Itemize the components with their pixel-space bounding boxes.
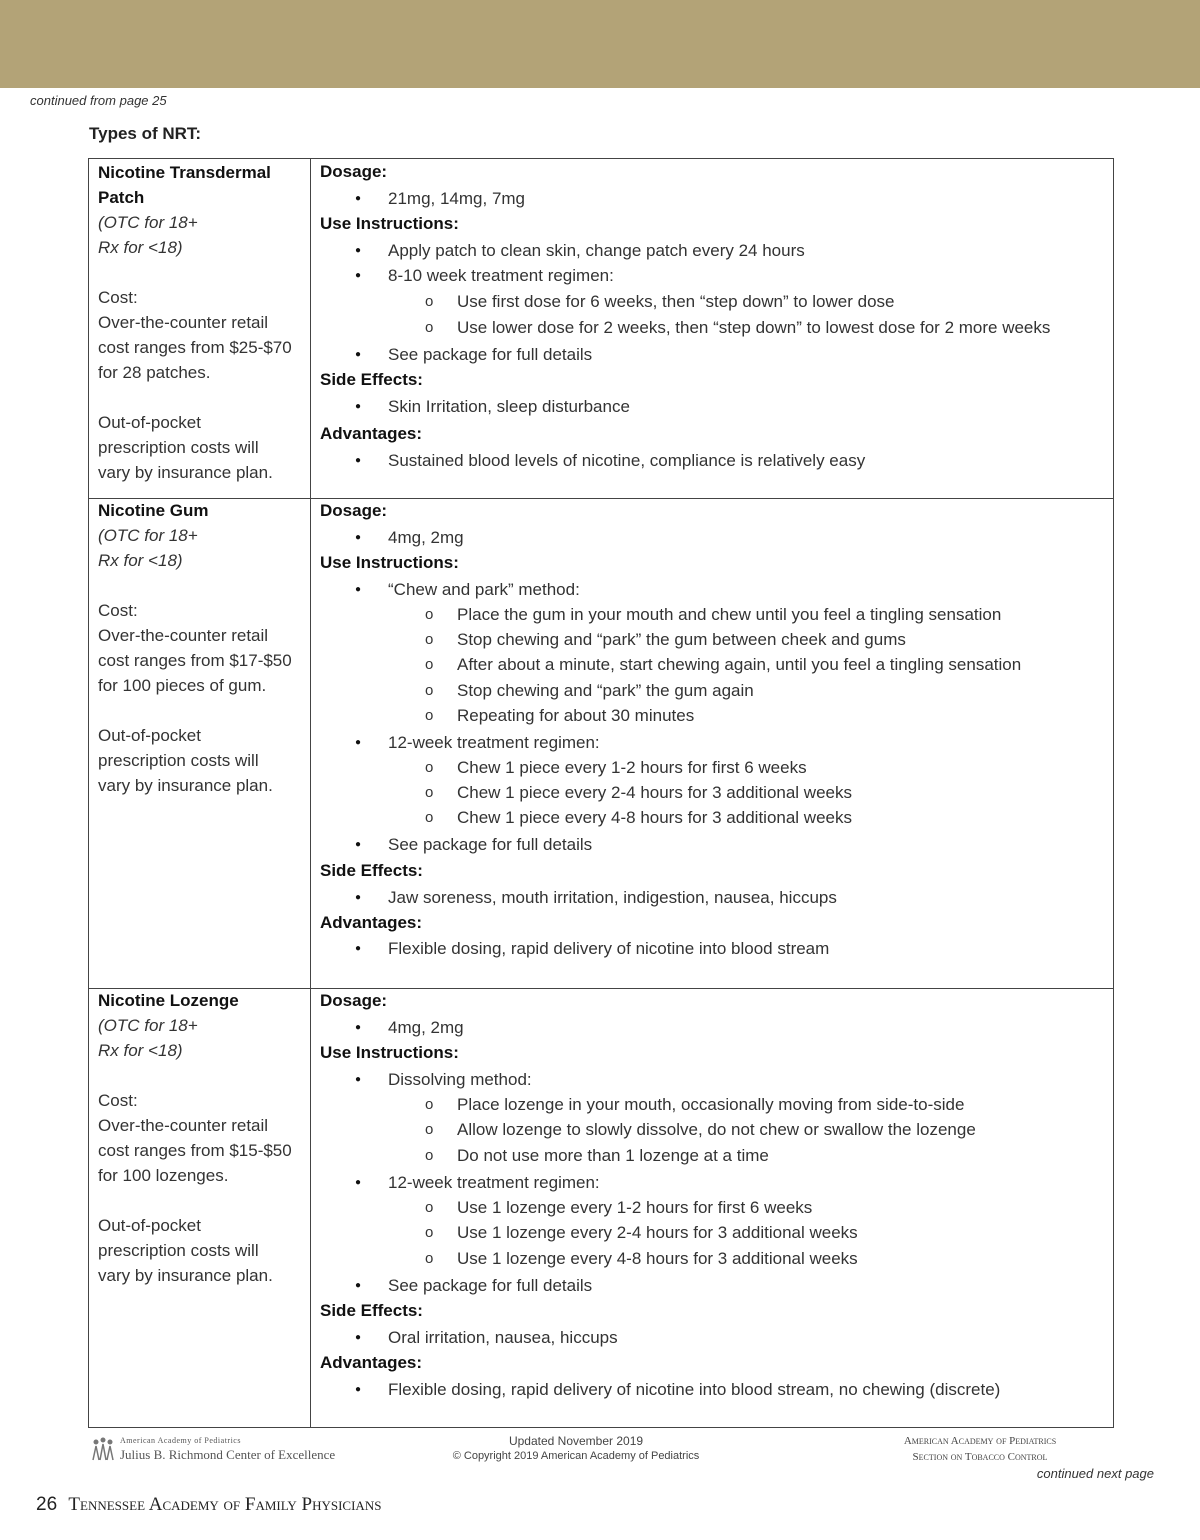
- rx-note: Rx for <18): [98, 238, 183, 257]
- sub-bullet-item: o Stop chewing and “park” the gum between cheek and gums: [457, 627, 906, 653]
- bullet-item: ● Apply patch to clean skin, change patch every 24 hours: [388, 238, 805, 264]
- nrt-table: [88, 158, 1114, 1428]
- bullet-item: ● See package for full details: [388, 342, 592, 368]
- bullet-item: ● Oral irritation, nausea, hiccups: [388, 1325, 618, 1351]
- lozenge-info-cell: [98, 988, 303, 1288]
- cost-text: cost ranges from $15-$50: [98, 1141, 292, 1160]
- logo-aap-text: American Academy of Pediatrics: [120, 1436, 241, 1445]
- continued-next-note: continued next page: [1036, 1466, 1154, 1481]
- cost-label: Cost:: [98, 1091, 138, 1110]
- bullet-item: ● 12-week treatment regimen:: [388, 1170, 600, 1196]
- cost-text: for 28 patches.: [98, 363, 211, 382]
- copyright-text: © Copyright 2019 American Academy of Pediatrics: [452, 1450, 700, 1462]
- section-heading: Use Instructions:: [320, 1043, 459, 1062]
- rx-note: Rx for <18): [98, 1041, 183, 1060]
- section-title: Types of NRT:: [89, 124, 202, 143]
- bullet-item: ● See package for full details: [388, 832, 592, 858]
- bullet-item: ● Skin Irritation, sleep disturbance: [388, 394, 630, 420]
- aap-footer-text: American Academy of Pediatrics: [903, 1435, 1057, 1447]
- section-heading: Side Effects:: [320, 370, 423, 389]
- section-heading: Side Effects:: [320, 861, 423, 880]
- cost-text: Over-the-counter retail: [98, 1116, 269, 1135]
- oop-text: prescription costs will: [98, 1241, 259, 1260]
- bullet-item: ● Jaw soreness, mouth irritation, indigestion, nausea, hiccups: [388, 885, 837, 911]
- oop-text: prescription costs will: [98, 751, 259, 770]
- sub-bullet-item: o Do not use more than 1 lozenge at a time: [457, 1143, 769, 1169]
- oop-text: prescription costs will: [98, 438, 259, 457]
- continued-from-note: continued from page 25: [30, 93, 167, 108]
- logo-richmond-text: Julius B. Richmond Center of Excellence: [120, 1447, 336, 1462]
- oop-text: vary by insurance plan.: [98, 463, 273, 482]
- bullet-item: ● See package for full details: [388, 1273, 592, 1299]
- section-heading: Advantages:: [320, 1353, 423, 1372]
- patch-info-cell: [98, 160, 303, 485]
- cost-text: Over-the-counter retail: [98, 313, 269, 332]
- section-heading: Advantages:: [320, 424, 423, 443]
- section-heading: Dosage:: [320, 501, 388, 520]
- sub-bullet-item: o Chew 1 piece every 1-2 hours for first 6 weeks: [457, 755, 807, 781]
- sub-bullet-item: o Use first dose for 6 weeks, then “step down” to lower dose: [457, 289, 894, 315]
- bullet-item: ● 4mg, 2mg: [388, 1015, 464, 1041]
- organization-name: Tennessee Academy of Family Physicians: [68, 1494, 382, 1515]
- oop-text: Out-of-pocket: [98, 1216, 201, 1235]
- section-heading: Dosage:: [320, 991, 388, 1010]
- bullet-item: ● Sustained blood levels of nicotine, compliance is relatively easy: [388, 448, 865, 474]
- sub-bullet-item: o After about a minute, start chewing again, until you feel a tingling sensation: [457, 652, 1021, 678]
- otc-note: (OTC for 18+: [98, 213, 198, 232]
- bullet-item: ● Flexible dosing, rapid delivery of nicotine into blood stream, no chewing (discrete): [388, 1377, 1000, 1403]
- cost-text: Over-the-counter retail: [98, 626, 269, 645]
- sub-bullet-item: o Repeating for about 30 minutes: [457, 703, 694, 729]
- product-name: Nicotine Transdermal: [98, 163, 271, 182]
- bullet-item: ● 4mg, 2mg: [388, 525, 464, 551]
- section-heading: Advantages:: [320, 913, 423, 932]
- cost-text: cost ranges from $25-$70: [98, 338, 292, 357]
- family-figures-icon: [90, 1436, 116, 1462]
- cost-label: Cost:: [98, 601, 138, 620]
- oop-text: vary by insurance plan.: [98, 1266, 273, 1285]
- section-heading: Dosage:: [320, 162, 388, 181]
- bullet-item: ● 8-10 week treatment regimen:: [388, 263, 614, 289]
- otc-note: (OTC for 18+: [98, 526, 198, 545]
- sub-bullet-item: o Use 1 lozenge every 4-8 hours for 3 additional weeks: [457, 1246, 858, 1272]
- cost-text: for 100 lozenges.: [98, 1166, 229, 1185]
- sub-bullet-item: o Chew 1 piece every 2-4 hours for 3 additional weeks: [457, 780, 852, 806]
- section-heading: Use Instructions:: [320, 553, 459, 572]
- oop-text: Out-of-pocket: [98, 413, 201, 432]
- sub-bullet-item: o Place lozenge in your mouth, occasionally moving from side-to-side: [457, 1092, 964, 1118]
- oop-text: vary by insurance plan.: [98, 776, 273, 795]
- bullet-item: ● Flexible dosing, rapid delivery of nicotine into blood stream: [388, 936, 829, 962]
- section-footer-text: Section on Tobacco Control: [912, 1451, 1048, 1463]
- page-footer: [0, 1432, 1200, 1492]
- updated-date: Updated November 2019: [508, 1434, 644, 1448]
- bullet-item: ● “Chew and park” method:: [388, 577, 580, 603]
- product-name: Nicotine Lozenge: [98, 991, 239, 1010]
- sub-bullet-item: o Use 1 lozenge every 1-2 hours for first 6 weeks: [457, 1195, 812, 1221]
- cost-text: cost ranges from $17-$50: [98, 651, 292, 670]
- sub-bullet-item: o Place the gum in your mouth and chew until you feel a tingling sensation: [457, 602, 1001, 628]
- sub-bullet-item: o Allow lozenge to slowly dissolve, do not chew or swallow the lozenge: [457, 1117, 976, 1143]
- page-number: 26: [36, 1494, 58, 1515]
- section-heading: Side Effects:: [320, 1301, 423, 1320]
- page-footer-line: [36, 1494, 381, 1516]
- column-divider: [310, 159, 311, 1427]
- header-band: [0, 0, 1200, 88]
- cost-label: Cost:: [98, 288, 138, 307]
- otc-note: (OTC for 18+: [98, 1016, 198, 1035]
- oop-text: Out-of-pocket: [98, 726, 201, 745]
- rx-note: Rx for <18): [98, 551, 183, 570]
- cost-text: for 100 pieces of gum.: [98, 676, 267, 695]
- gum-info-cell: [98, 498, 303, 798]
- bullet-item: ● 12-week treatment regimen:: [388, 730, 600, 756]
- product-name: Nicotine Gum: [98, 501, 209, 520]
- product-name-cont: Patch: [98, 188, 145, 207]
- sub-bullet-item: o Stop chewing and “park” the gum again: [457, 678, 754, 704]
- bullet-item: ● Dissolving method:: [388, 1067, 532, 1093]
- bullet-item: ● 21mg, 14mg, 7mg: [388, 186, 525, 212]
- sub-bullet-item: o Use lower dose for 2 weeks, then “step down” to lowest dose for 2 more weeks: [457, 315, 1050, 341]
- sub-bullet-item: o Use 1 lozenge every 2-4 hours for 3 additional weeks: [457, 1220, 858, 1246]
- section-heading: Use Instructions:: [320, 214, 459, 233]
- sub-bullet-item: o Chew 1 piece every 4-8 hours for 3 additional weeks: [457, 805, 852, 831]
